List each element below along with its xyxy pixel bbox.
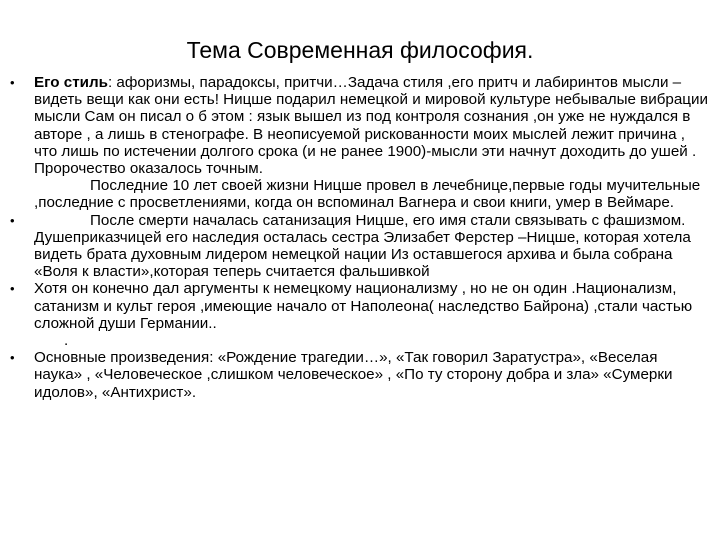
slide-title: Тема Современная философия. xyxy=(186,37,534,63)
bullet-item-works xyxy=(8,349,708,401)
paragraph-works: Основные произведения: «Рождение трагедии…», «Так говорил Заратустра», «Веселая наука» , «Человеческое ,слишком человеческое» , «По ту сторону добра и зла» «Сумерки идолов», «Антихрист». xyxy=(34,349,673,401)
paragraph-nationalism: Хотя он конечно дал аргументы к немецкому национализму , но не он один .Национализм, сатанизм и культ героя ,имеющие начало от Наполеона( наследство Байрона) ,стали частью сложной души Германии.. xyxy=(34,280,693,332)
bullet-item-nationalism xyxy=(8,280,708,349)
trailing-dot: . xyxy=(64,332,69,350)
bullet-icon: • xyxy=(10,281,15,297)
bullet-item-after-death xyxy=(8,212,708,281)
paragraph-after-death xyxy=(34,212,708,281)
bullet-icon: • xyxy=(10,350,15,366)
style-lead: Его стиль xyxy=(34,74,108,91)
last-years-text: Последние 10 лет своей жизни Ницше провел в лечебнице,первые годы мучительные ,последние с просветлениями, когда он вспоминал Вагнера и свои книги, умер в Веймаре. xyxy=(34,177,701,212)
bullet-icon: • xyxy=(10,75,15,90)
paragraph-last-years xyxy=(34,177,708,211)
after-death-text: После смерти началась сатанизация Ницше, его имя стали связывать с фашизмом. Душеприказчицей его наследия осталась сестра Элизабет Ферстер –Ницше, которая хотела видеть брата духовным лидером немецкой нации Из оставшегося архива и была собрана «Воля к власти»,которая теперь считается фальшивкой xyxy=(34,211,691,281)
slide-content xyxy=(8,74,708,401)
paragraph-style xyxy=(34,74,708,177)
bullet-item-style xyxy=(8,74,708,212)
style-text: : афоризмы, парадоксы, притчи…Задача стиля ,его притч и лабиринтов мысли –видеть вещи как они есть! Ницше подарил немецкой и мировой культуре небывалые вибрации мысли Сам он писал о б этом : язык вышел из под контроля сознания ,он уже не нуждался в авторе , а лишь в стенографе. В неописуемой рискованности моих мыслей лежит причина , что лишь по истечении долгого срока (и не ранее 1900)-мысли эти начнут доходить до ушей . Пророчество оказалось точным. xyxy=(34,74,708,178)
bullet-icon: • xyxy=(10,212,15,228)
